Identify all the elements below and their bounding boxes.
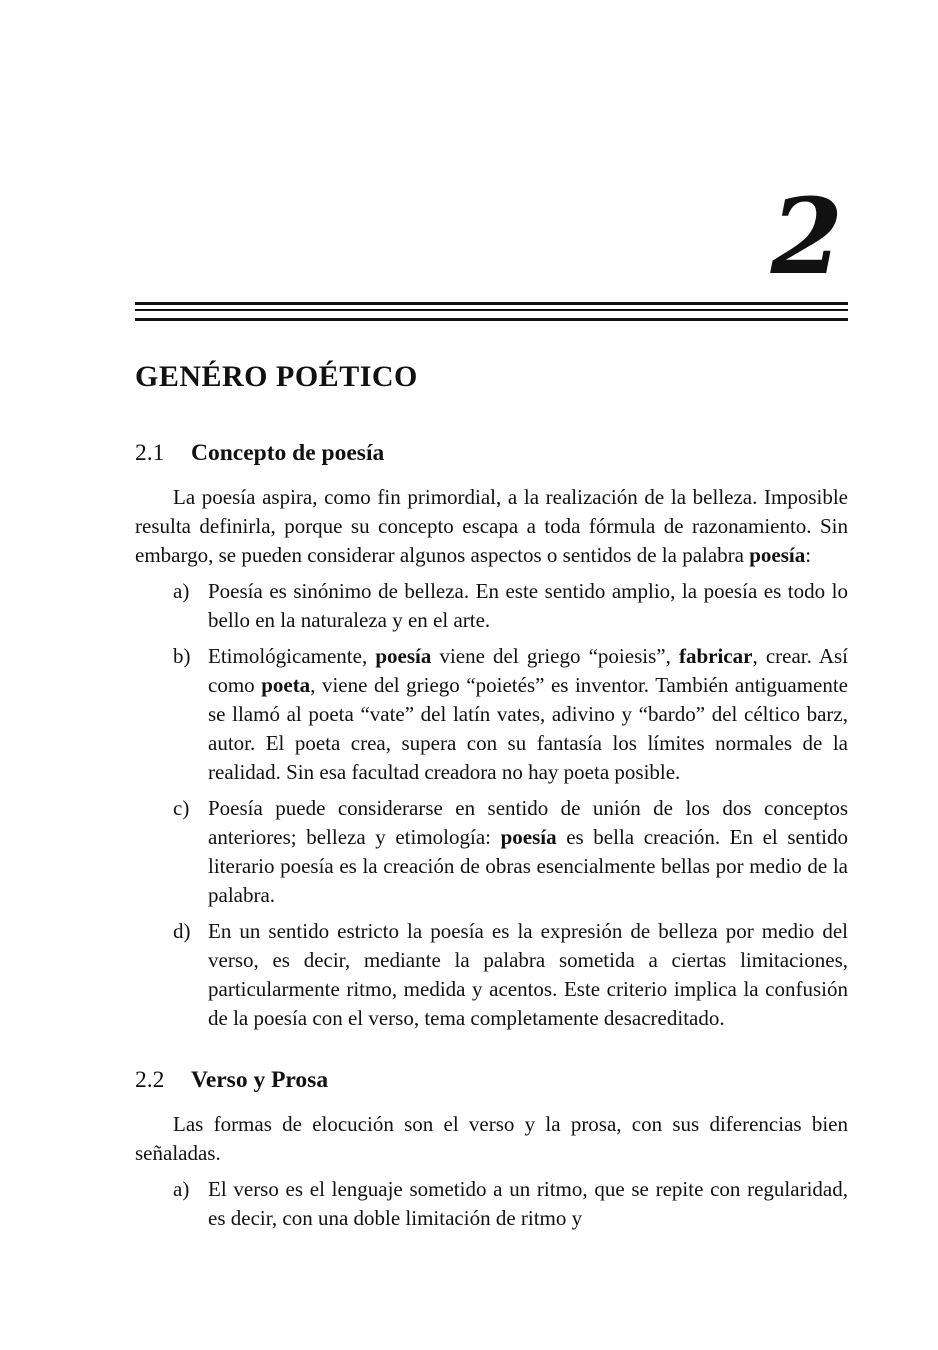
bold-term: poesía xyxy=(375,644,432,668)
text-run: La poesía aspira, como fin primordial, a la realización de la belleza. Imposible resulta definirla, porque su concepto escapa a toda fórmula de razonamiento. Sin embargo, se pueden considerar algunos aspectos o sentidos de la palabra xyxy=(135,485,848,567)
section-number: 2.2 xyxy=(135,1067,165,1093)
section-title: Concepto de poesía xyxy=(191,440,385,466)
section-intro xyxy=(135,1110,848,1168)
rule-thick-bottom xyxy=(135,318,848,321)
text-run: Poesía puede considerarse en sentido de unión de los dos conceptos anteriores; belleza y etimología: xyxy=(208,796,848,849)
section-concepto-de-poesia xyxy=(135,440,848,1033)
section-intro xyxy=(135,483,848,570)
text-run: , crear. Así como xyxy=(208,644,848,697)
bold-term: fabricar xyxy=(678,644,753,668)
chapter-content xyxy=(135,440,848,1233)
bold-term: poesía xyxy=(500,825,557,849)
rule-thick-top xyxy=(135,302,848,305)
text-run: Las formas de elocución son el verso y la prosa, con sus diferencias bien señaladas. xyxy=(135,1112,848,1165)
text-run: , viene del griego “poietés” es inventor. También antiguamente se llamó al poeta “vate” del latín vates, adivino y “bardo” del céltico barz, autor. El poeta crea, supera con su fantasía los límites normales de la realidad. Sin esa facultad creadora no hay poeta posible. xyxy=(208,673,849,784)
list-marker: a) xyxy=(173,1177,190,1201)
list-marker: b) xyxy=(173,644,191,668)
text-run: En un sentido estricto la poesía es la expresión de belleza por medio del verso, es decir, mediante la palabra sometida a ciertas limitaciones, particularmente ritmo, medida y acentos. Este criterio implica la confusión de la poesía con el verso, tema completamente desacreditado. xyxy=(208,919,848,1030)
list-marker: c) xyxy=(173,796,190,820)
text-run: Etimológicamente, xyxy=(208,644,376,668)
bold-term: poeta xyxy=(261,673,311,697)
list-item xyxy=(135,794,848,910)
text-run: viene del griego “poiesis”, xyxy=(431,644,679,668)
text-run: Poesía es sinónimo de belleza. En este sentido amplio, la poesía es todo lo bello en la naturaleza y en el arte. xyxy=(208,579,848,632)
list-item xyxy=(135,577,848,635)
list-marker: d) xyxy=(173,919,191,943)
text-run: : xyxy=(805,543,812,567)
section-heading xyxy=(135,1067,848,1094)
chapter-rules xyxy=(135,302,848,325)
chapter-title: GENÉRO POÉTICO xyxy=(135,360,418,393)
section-number: 2.1 xyxy=(135,440,165,466)
list-item xyxy=(135,642,848,787)
concept-list xyxy=(135,1175,848,1233)
list-marker: a) xyxy=(173,579,190,603)
text-run: El verso es el lenguaje sometido a un ritmo, que se repite con regularidad, es decir, con una doble limitación de ritmo y xyxy=(208,1177,848,1230)
list-item xyxy=(135,917,848,1033)
bold-term: poesía xyxy=(749,543,806,567)
rule-thin-middle xyxy=(135,309,848,311)
list-item xyxy=(135,1175,848,1233)
section-title: Verso y Prosa xyxy=(191,1067,329,1093)
section-heading xyxy=(135,440,848,467)
concept-list xyxy=(135,577,848,1033)
section-verso-y-prosa xyxy=(135,1067,848,1233)
text-run: es bella creación. En el sentido literario poesía es la creación de obras esencialmente bellas por medio de la palabra. xyxy=(208,825,848,907)
chapter-number: 2 xyxy=(770,175,843,298)
